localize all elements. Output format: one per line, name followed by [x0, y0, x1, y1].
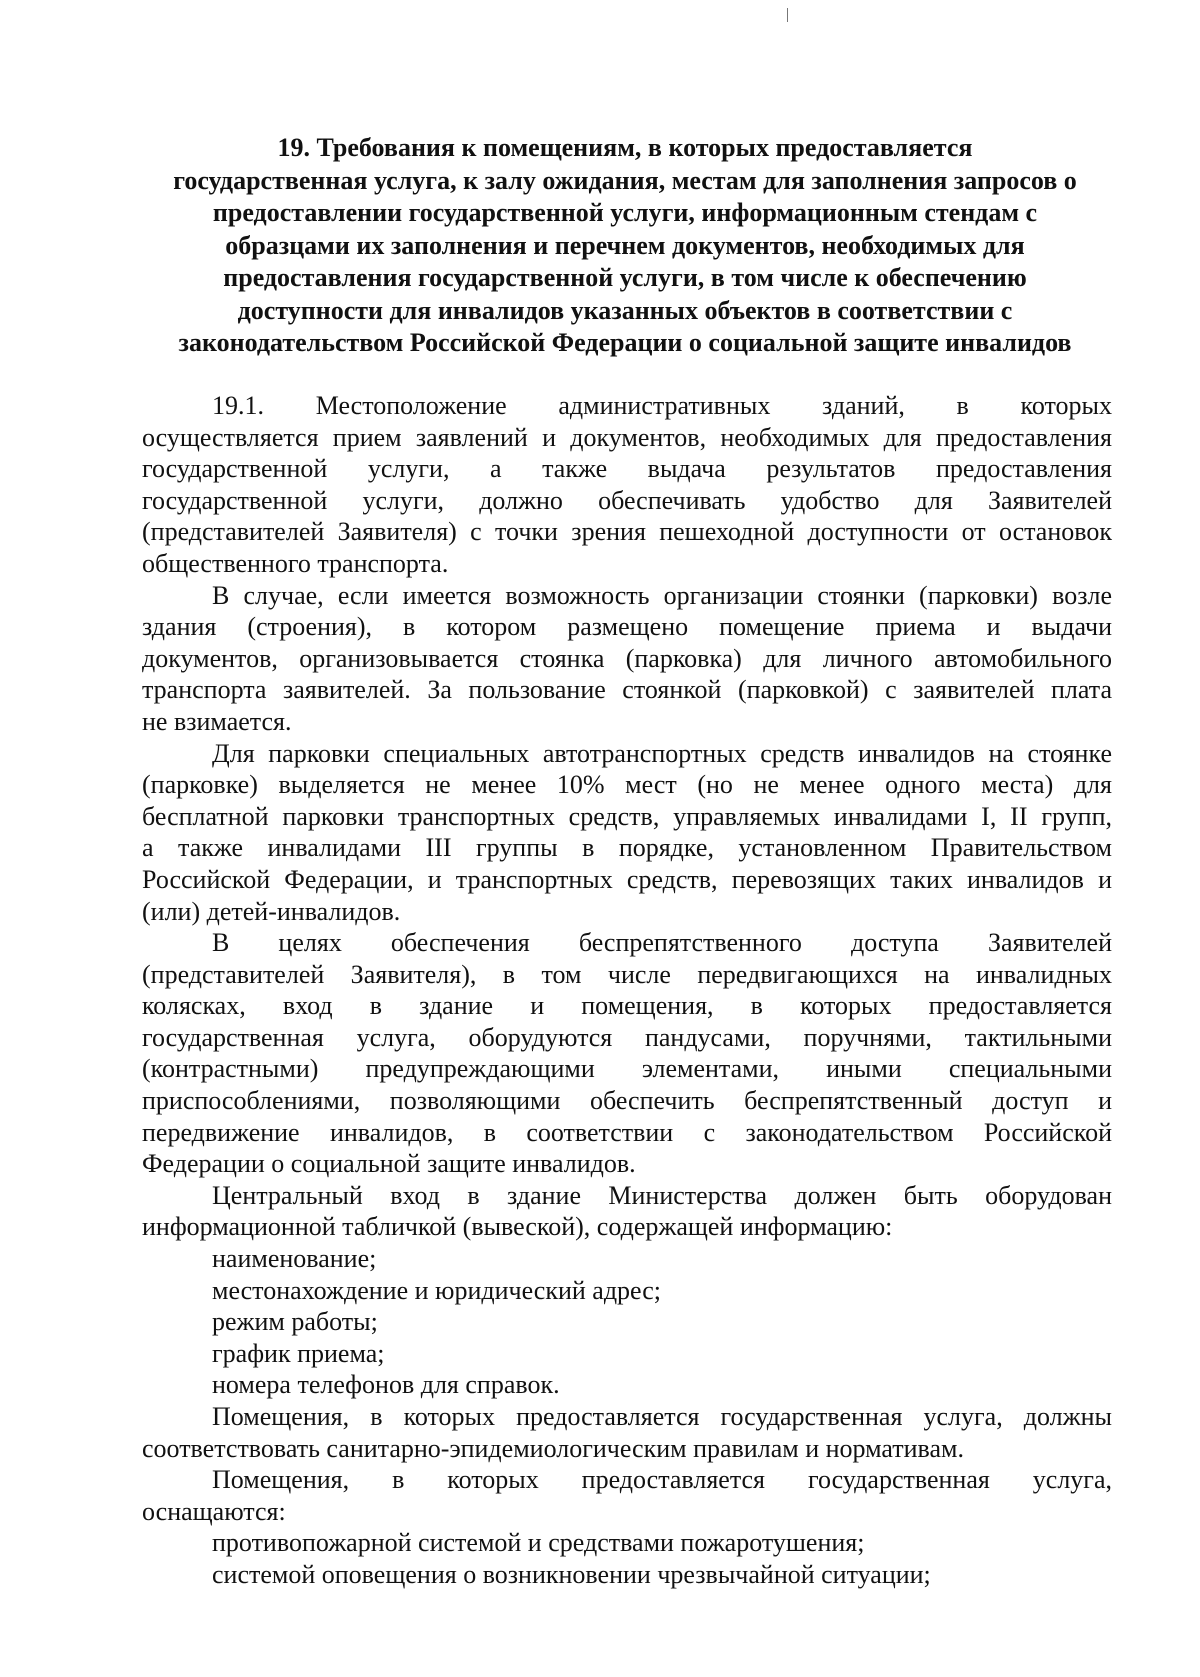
- heading-line: государственная услуга, к залу ожидания, местам для заполнения запросов о: [173, 165, 1077, 195]
- text-line: транспорта заявителей. За пользование стоянкой (парковкой) с заявителей плата: [142, 675, 1112, 705]
- signage-list: [142, 1243, 1112, 1401]
- heading-line: образцами их заполнения и перечнем документов, необходимых для: [225, 230, 1025, 260]
- text-line: передвижение инвалидов, в соответствии с законодательством Российской: [142, 1117, 1112, 1147]
- text-line: государственной услуги, должно обеспечивать удобство для Заявителей: [142, 485, 1112, 515]
- text-line: Федерации о социальной защите инвалидов.: [142, 1149, 636, 1179]
- text-line: соответствовать санитарно-эпидемиологическим правилам и нормативам.: [142, 1433, 964, 1463]
- text-line: государственная услуга, оборудуются пандусами, поручнями, тактильными: [142, 1022, 1112, 1052]
- section-heading: [140, 132, 1110, 360]
- text-line: (представителей Заявителя) с точки зрения пешеходной доступности от остановок: [142, 517, 1112, 547]
- equipment-list: [142, 1527, 1112, 1590]
- text-line: В целях обеспечения беспрепятственного доступа Заявителей: [212, 928, 1112, 958]
- paragraph-disabled-parking: [142, 738, 1112, 928]
- list-item: номера телефонов для справок.: [212, 1370, 560, 1400]
- heading-line: предоставления государственной услуги, в том числе к обеспечению: [223, 263, 1027, 292]
- paragraph-sanitary: [142, 1401, 1112, 1464]
- scan-mark: [787, 8, 788, 22]
- paragraph-equipment: [142, 1464, 1112, 1527]
- text-line: не взимается.: [142, 706, 292, 736]
- heading-line: доступности для инвалидов указанных объектов в соответствии с: [237, 295, 1013, 325]
- text-line: общественного транспорта.: [142, 548, 449, 578]
- paragraph-signage: [142, 1180, 1112, 1243]
- text-line: Помещения, в которых предоставляется государственная услуга, должны: [212, 1402, 1112, 1431]
- text-line: (парковке) выделяется не менее 10% мест (но не менее одного места) для: [142, 770, 1112, 800]
- text-line: приспособлениями, позволяющими обеспечить беспрепятственный доступ и: [142, 1086, 1112, 1116]
- paragraph-location: [142, 390, 1112, 580]
- text-line: Центральный вход в здание Министерства должен быть оборудован: [212, 1180, 1112, 1210]
- text-line: государственной услуги, а также выдача результатов предоставления: [142, 454, 1112, 484]
- text-line: колясках, вход в здание и помещения, в которых предоставляется: [142, 991, 1112, 1021]
- text-line: бесплатной парковки транспортных средств, управляемых инвалидами I, II групп,: [142, 801, 1112, 831]
- paragraph-accessibility: [142, 927, 1112, 1180]
- text-line: Помещения, в которых предоставляется государственная услуга,: [212, 1465, 1112, 1495]
- text-line: информационной табличкой (вывеской), содержащей информацию:: [142, 1212, 893, 1242]
- list-item: местонахождение и юридический адрес;: [212, 1275, 661, 1305]
- text-line: здания (строения), в котором размещено помещение приема и выдачи: [142, 612, 1112, 642]
- text-line: документов, организовывается стоянка (парковка) для личного автомобильного: [142, 643, 1112, 673]
- list-item: противопожарной системой и средствами пожаротушения;: [212, 1528, 865, 1558]
- text-line: (контрастными) предупреждающими элементами, иными специальными: [142, 1054, 1112, 1084]
- list-item: системой оповещения о возникновении чрезвычайной ситуации;: [212, 1559, 931, 1589]
- text-line: (представителей Заявителя), в том числе передвигающихся на инвалидных: [142, 959, 1112, 989]
- list-item: график приема;: [212, 1338, 385, 1368]
- body-text: [142, 390, 1112, 1591]
- text-line: В случае, если имеется возможность организации стоянки (парковки) возле: [212, 580, 1112, 610]
- list-item: наименование;: [212, 1244, 377, 1274]
- text-line: Для парковки специальных автотранспортных средств инвалидов на стоянке: [212, 738, 1112, 768]
- text-line: а также инвалидами III группы в порядке, установленном Правительством: [142, 833, 1112, 863]
- text-line: оснащаются:: [142, 1496, 286, 1526]
- text-line: Российской Федерации, и транспортных средств, перевозящих таких инвалидов и: [142, 864, 1112, 894]
- heading-line: законодательством Российской Федерации о социальной защите инвалидов: [178, 328, 1072, 357]
- paragraph-parking: [142, 580, 1112, 738]
- heading-line: 19. Требования к помещениям, в которых предоставляется: [277, 133, 973, 162]
- text-line: 19.1. Местоположение административных зданий, в которых: [212, 391, 1112, 420]
- heading-line: предоставлении государственной услуги, информационным стендам с: [212, 198, 1038, 227]
- text-line: (или) детей-инвалидов.: [142, 896, 401, 926]
- text-line: осуществляется прием заявлений и документов, необходимых для предоставления: [142, 422, 1112, 452]
- list-item: режим работы;: [212, 1307, 378, 1337]
